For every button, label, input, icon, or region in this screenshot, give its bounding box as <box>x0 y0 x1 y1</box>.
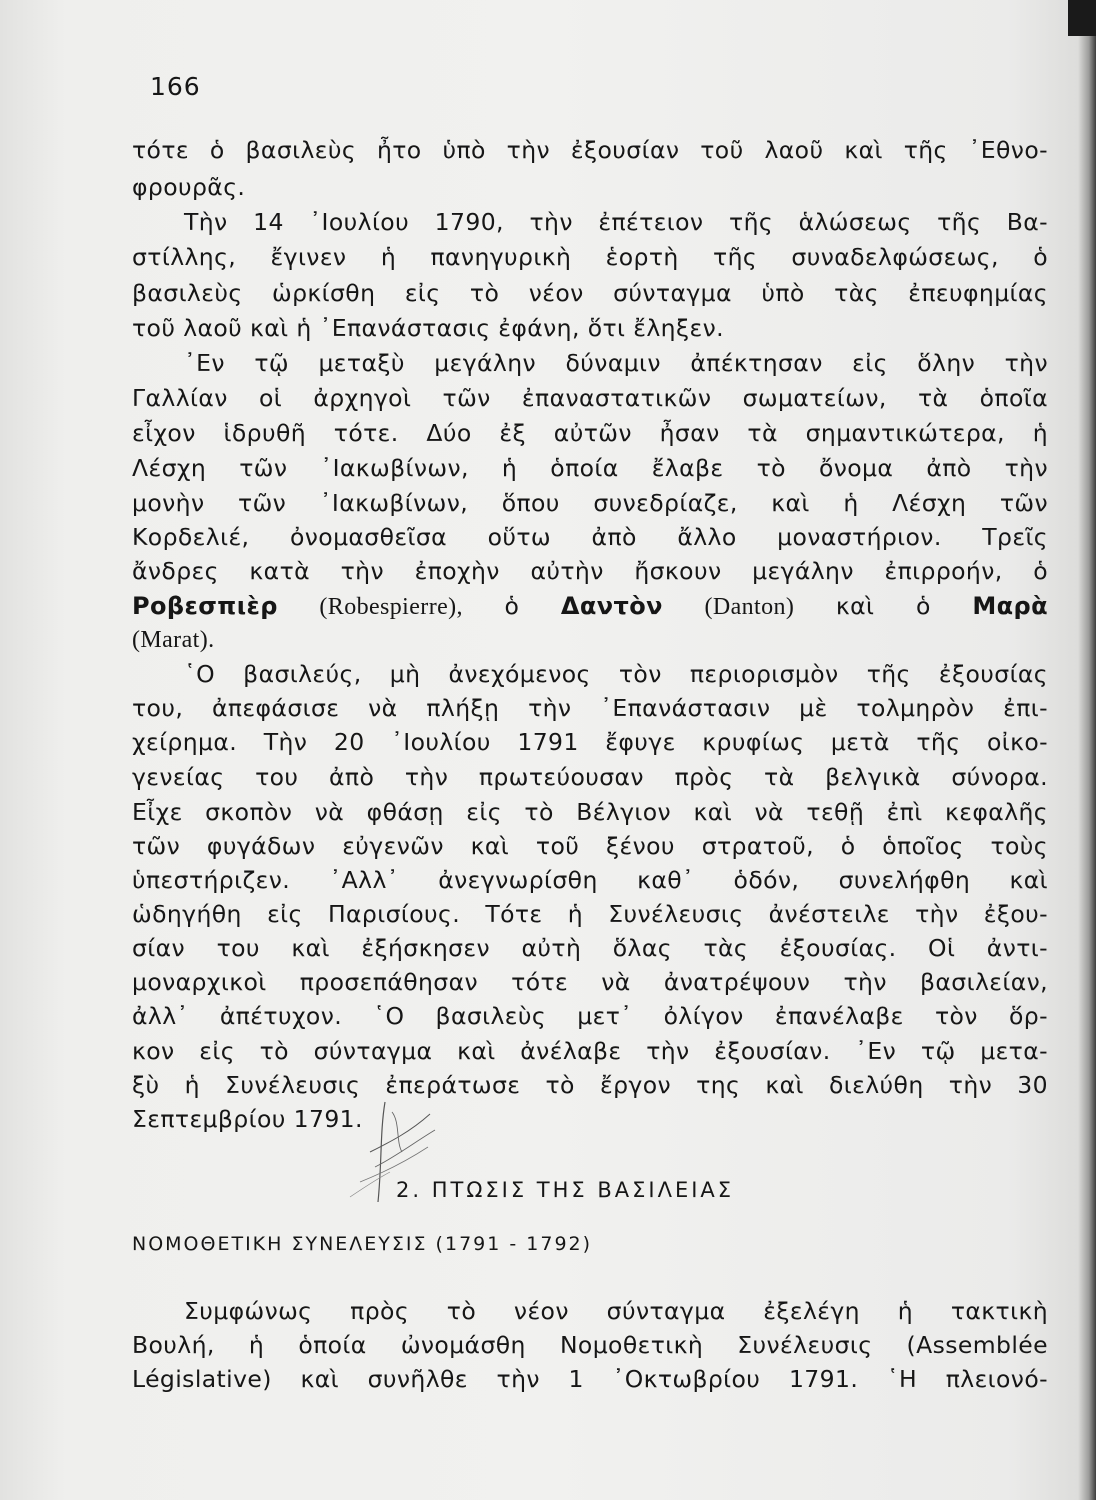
text-line: ὑπεστήριζεν. ᾿Αλλ᾿ ἀνεγνωρίσθη καθ᾿ ὁδόν, συνελήφθη καὶ <box>132 866 1048 894</box>
article: ὁ <box>504 592 520 620</box>
text-line: Λέσχη τῶν ᾿Ιακωβίνων, ἡ ὁποία ἔλαβε τὸ ὄνομα ἀπὸ τὴν <box>132 454 1048 482</box>
subsection-title: ΝΟΜΟΘΕΤΙΚΗ ΣΥΝΕΛΕΥΣΙΣ (1791 - 1792) <box>132 1233 593 1255</box>
text-line: Γαλλίαν οἱ ἀρχηγοὶ τῶν ἐπαναστατικῶν σωματείων, τὰ ὁποῖα <box>132 384 1048 412</box>
text-line: τοῦ λαοῦ καὶ ἡ ᾿Επανάστασις ἐφάνη, ὅτι ἔληξεν. <box>132 314 724 342</box>
text-line: κον εἰς τὸ σύνταγμα καὶ ἀνέλαβε τὴν ἐξουσίαν. ᾿Εν τῷ μετα- <box>132 1037 1048 1065</box>
text-line: ξὺ ἡ Συνέλευσις ἐπεράτωσε τὸ ἔργον της καὶ διελύθη τὴν 30 <box>132 1071 1048 1099</box>
text-line: του, ἀπεφάσισε νὰ πλήξῃ τὴν ᾿Επανάστασιν μὲ τολμηρὸν ἐπι- <box>132 694 1048 722</box>
text-line: Εἶχε σκοπὸν νὰ φθάσῃ εἰς τὸ Βέλγιον καὶ νὰ τεθῇ ἐπὶ κεφαλῆς <box>132 798 1048 826</box>
text-line: μοναρχικοὶ προσεπάθησαν τότε νὰ ἀνατρέψουν τὴν βασιλείαν, <box>132 968 1048 996</box>
text-line: (Marat). <box>132 627 215 653</box>
text-line: Κορδελιέ, ὀνομασθεῖσα οὕτω ἀπὸ ἄλλο μοναστήριον. Τρεῖς <box>132 523 1048 551</box>
latin-robespierre: (Robespierre), <box>319 594 463 620</box>
text-line: τῶν φυγάδων εὐγενῶν καὶ τοῦ ξένου στρατοῦ, ὁ ὁποῖος τοὺς <box>132 832 1048 860</box>
text-line: γενείας του ἀπὸ τὴν πρωτεύουσαν πρὸς τὰ βελγικὰ σύνορα. <box>132 763 1048 791</box>
text-line: Législative) καὶ συνῆλθε τὴν 1 ᾿Οκτωβρίου 1791. ῾Η πλειονό- <box>132 1365 1048 1393</box>
text-line: ᾿Εν τῷ μεταξὺ μεγάλην δύναμιν ἀπέκτησαν εἰς ὅλην τὴν <box>184 349 1048 377</box>
page-edge-shadow <box>1078 0 1096 1500</box>
text-line: μονὴν τῶν ᾿Ιακωβίνων, ὅπου συνεδρίαζε, καὶ ἡ Λέσχη τῶν <box>132 489 1048 517</box>
text-line: ὡδηγήθη εἰς Παρισίους. Τότε ἡ Συνέλευσις ἀνέστειλε τὴν ἐξου- <box>132 900 1048 928</box>
text-line: Τὴν 14 ᾿Ιουλίου 1790, τὴν ἐπέτειον τῆς ἁλώσεως τῆς Βα- <box>184 208 1048 236</box>
conjunction: καὶ <box>835 592 875 620</box>
article: ὁ <box>916 592 931 620</box>
text-line: σίαν του καὶ ἐξήσκησεν αὐτὴ ὅλας τὰς ἐξουσίας. Οἱ ἀντι- <box>132 934 1048 962</box>
text-line: ἀλλ᾿ ἀπέτυχον. ῾Ο βασιλεὺς μετ᾿ ὀλίγον ἐπανέλαβε τὸν ὅρ- <box>132 1002 1048 1030</box>
name-danton: Δαντὸν <box>560 592 663 620</box>
text-line: εἶχον ἱδρυθῆ τότε. Δύο ἐξ αὐτῶν ἦσαν τὰ σημαντικώτερα, ἡ <box>132 419 1048 447</box>
text-line: ῾Ο βασιλεύς, μὴ ἀνεχόμενος τὸν περιορισμὸν τῆς ἐξουσίας <box>184 660 1048 688</box>
name-robespierre: Ροβεσπιὲρ <box>132 592 278 620</box>
section-title: 2. ΠΤΩΣΙΣ ΤΗΣ ΒΑΣΙΛΕΙΑΣ <box>396 1178 735 1202</box>
latin-danton: (Danton) <box>704 594 795 620</box>
text-line: ἄνδρες κατὰ τὴν ἐποχὴν αὐτὴν ἤσκουν μεγάλην ἐπιρροήν, ὁ <box>132 557 1048 585</box>
text-line: στίλλης, ἔγινεν ἡ πανηγυρικὴ ἑορτὴ τῆς συναδελφώσεως, ὁ <box>132 243 1048 271</box>
text-line: βασιλεὺς ὡρκίσθη εἰς τὸ νέον σύνταγμα ὑπὸ τὰς ἐπευφημίας <box>132 279 1048 307</box>
scan-corner <box>1068 0 1096 36</box>
page-number: 166 <box>150 72 201 101</box>
names-line <box>132 589 1048 623</box>
text-line: χείρημα. Τὴν 20 ᾿Ιουλίου 1791 ἔφυγε κρυφίως μετὰ τῆς οἰκο- <box>132 728 1048 756</box>
text-line: φρουρᾶς. <box>132 173 246 201</box>
text-line: Σεπτεμβρίου 1791. <box>132 1105 363 1133</box>
text-line: Βουλή, ἡ ὁποία ὠνομάσθη Νομοθετικὴ Συνέλευσις (Assemblée <box>132 1331 1048 1359</box>
text-line: Συμφώνως πρὸς τὸ νέον σύνταγμα ἐξελέγη ἡ τακτικὴ <box>184 1297 1048 1325</box>
text-line: τότε ὁ βασιλεὺς ἦτο ὑπὸ τὴν ἐξουσίαν τοῦ λαοῦ καὶ τῆς ᾿Εθνο- <box>132 136 1048 164</box>
name-marat: Μαρὰ <box>972 592 1049 620</box>
